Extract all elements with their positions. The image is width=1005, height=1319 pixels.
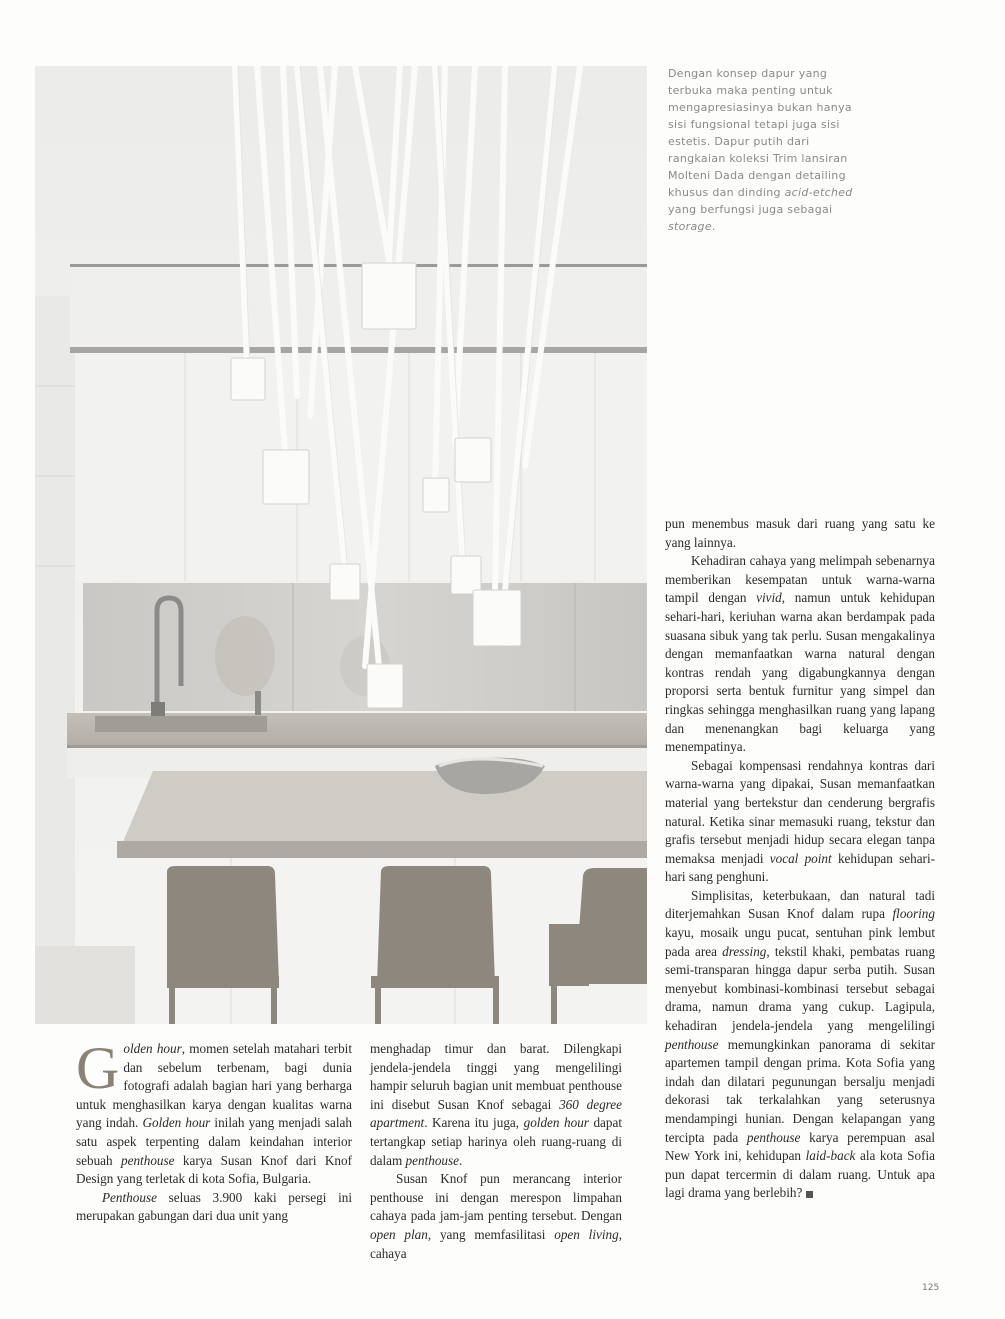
body-text: seluas 3.900 kaki persegi ini merupakan gabungan dari dua unit yang [76, 1189, 352, 1224]
article-column-2 [370, 1040, 622, 1263]
drop-cap: G [76, 1035, 120, 1101]
emphasis-text: penthouse [665, 1036, 719, 1052]
article-column-3 [665, 515, 935, 1203]
emphasis-text: golden hour [523, 1115, 589, 1131]
body-text: , cahaya [370, 1226, 622, 1261]
page-number: 125 [922, 1283, 940, 1293]
body-text: , namun untuk kehidupan sehari-hari, keriuhan warna akan berdampak pada suasana sibuk yang tak perlu. Susan mengakalinya dengan memanfaatkan warna natural dengan kontras rendah yang digabungkannya dengan proporsi serta bentuk furnitur yang simpel dan ringkas sehingga menghasilkan ruang yang lapang dan menenangkan bagi keluarga yang menempatinya. [665, 590, 935, 755]
caption-emphasis: storage [668, 220, 712, 233]
emphasis-text: Golden hour [142, 1115, 211, 1131]
emphasis-text: penthouse [746, 1129, 801, 1145]
emphasis-text: Penthouse [102, 1189, 157, 1205]
body-text: karya Susan Knof dari Knof Design yang terletak di kota Sofia, Bulgaria. [76, 1152, 352, 1187]
body-text: . Karena itu juga, [424, 1115, 524, 1131]
body-text: Susan Knof pun merancang interior penthouse ini dengan merespon limpahan cahaya pada jam-jam penting tersebut. Dengan [370, 1171, 622, 1224]
paragraph [76, 1189, 352, 1226]
caption-text: Dengan konsep dapur yang terbuka maka penting untuk mengapresiasinya bukan hanya sisi fungsional tetapi juga sisi estetis. Dapur putih dari rangkaian koleksi Trim lansiran Molteni Dada dengan detailing khusus dan dinding [668, 67, 852, 199]
kitchen-photo [35, 66, 647, 1024]
paragraph [370, 1040, 622, 1170]
body-text: inilah yang menjadi salah satu aspek terpenting dalam keindahan interior sebuah [76, 1115, 352, 1168]
body-text: kayu, mosaik ungu pucat, sentuhan pink lembut pada area [665, 925, 935, 959]
body-text: karya perempuan asal New York ini, kehidupan [665, 1129, 936, 1164]
body-text: , momen setelah matahari terbit dan sebelum terbenam, bagi dunia fotografi adalah bagian hari yang berharga untuk menghasilkan karya dengan kualitas warna yang indah. [76, 1041, 352, 1131]
body-text: . [459, 1152, 463, 1168]
emphasis-text: vivid [756, 590, 782, 606]
paragraph [665, 552, 935, 757]
paragraph [665, 515, 935, 552]
body-text: , yang memfasilitasi [427, 1226, 555, 1242]
emphasis-text: laid-back [805, 1148, 856, 1164]
caption-text: . [711, 220, 716, 233]
emphasis-text: open plan [370, 1226, 428, 1242]
body-text: ala kota Sofia pun dapat tercermin di dalam ruang. Untuk apa lagi drama yang berlebih? [665, 1148, 935, 1201]
kitchen-illustration [35, 66, 647, 1024]
emphasis-text: dressing [722, 943, 767, 959]
photo-caption [668, 65, 868, 235]
body-text: memungkinkan panorama di sekitar apartemen tampil dengan prima. Kota Sofia yang indah dan dilatari pegunungan bersalju menjadi dekorasi tak terkalahkan yang seterusnya mendampingi hunian. Dengan kelapangan yang tercipta pada [665, 1036, 935, 1145]
caption-emphasis: acid-etched [784, 186, 853, 199]
caption-text: yang berfungsi juga sebagai [668, 203, 833, 216]
emphasis-text: 360 degree apartment [370, 1096, 623, 1131]
emphasis-text: olden hour [123, 1041, 182, 1056]
emphasis-text: vocal point [769, 850, 832, 866]
body-text: Simplisitas, keterbukaan, dan natural tadi diterjemahkan Susan Knof dalam rupa [665, 887, 935, 922]
body-text: , tekstil khaki, pembatas ruang semi-transparan hingga dapur serba putih. Susan menyebut kombinasi-kombinasi tersebut sebagai drama, namun drama yang cukup. Lagipula, kehadiran jendela-jendela yang mengelilingi [665, 943, 935, 1034]
body-text: menghadap timur dan barat. Dilengkapi jendela-jendela tinggi yang mengelilingi hampir seluruh bagian unit membuat penthouse ini disebut Susan Knof sebagai [370, 1041, 622, 1112]
body-text: kehidupan sehari-hari sang penghuni. [665, 850, 936, 885]
body-text: dapat tertangkap setiap harinya oleh ruang-ruang di dalam [370, 1115, 622, 1168]
emphasis-text: open living [554, 1226, 619, 1242]
paragraph [370, 1170, 622, 1263]
emphasis-text: flooring [892, 906, 935, 922]
emphasis-text: penthouse [405, 1152, 460, 1168]
body-text: Sebagai kompensasi rendahnya kontras dari warna-warna yang dipakai, Susan memanfaatkan material yang bertekstur dan cenderung bergrafis natural. Ketika sinar memasuki ruang, tekstur dan grafis tersebut menjadi hidup secara elegan tanpa memaksa menjadi [665, 757, 935, 866]
article-column-1 [76, 1035, 352, 1226]
body-text: pun menembus masuk dari ruang yang satu ke yang lainnya. [665, 516, 935, 550]
body-text: Kehadiran cahaya yang melimpah sebenarnya memberikan kesempatan untuk warna-warna tampil dengan [665, 553, 935, 606]
emphasis-text: penthouse [121, 1152, 175, 1168]
paragraph [665, 887, 935, 1203]
paragraph [665, 757, 935, 887]
end-mark [806, 1191, 813, 1198]
